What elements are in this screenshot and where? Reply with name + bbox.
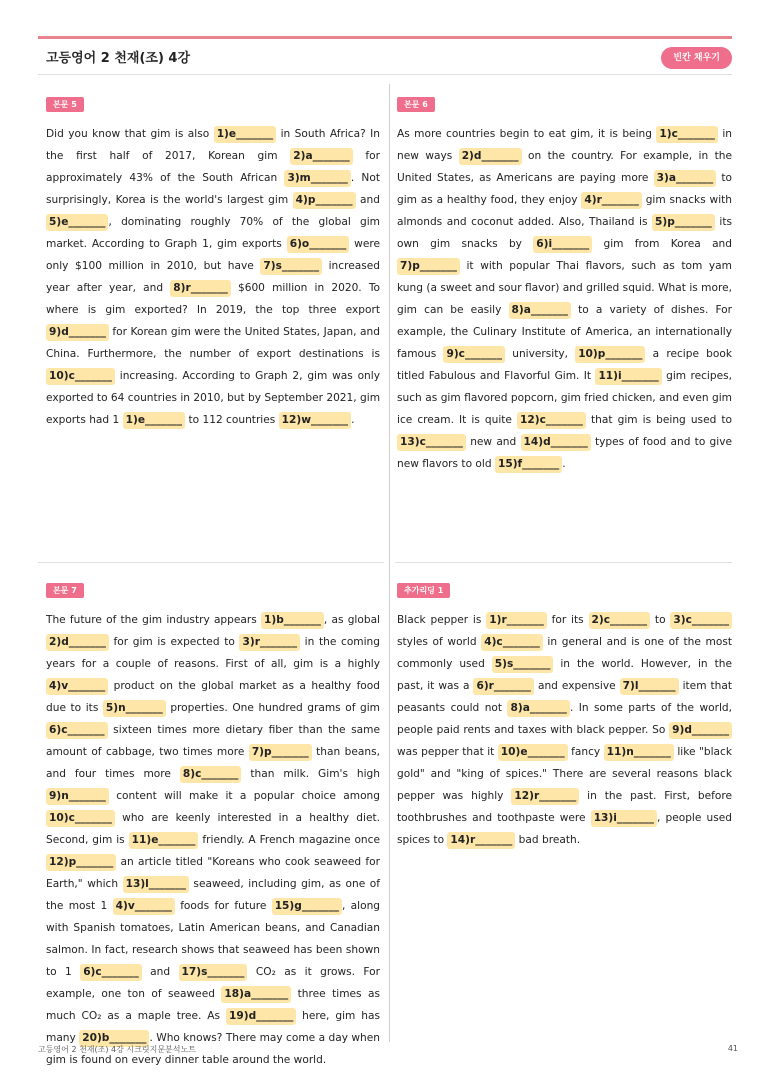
blank-field[interactable]: 5)s_______ [492,656,554,673]
page-title: 고등영어 2 천재(조) 4강 [46,51,191,66]
passage-fragment: in the world. However, in the past, it was a [397,658,732,692]
blank-field[interactable]: 8)c_______ [180,766,242,783]
passage-fragment: sixteen times more dietary fiber than the same amount of cabbage, two times more [46,724,380,758]
footer-book-title: 고등영어 2 천재(조) 4강 시크릿지문분석노트 [38,1045,196,1054]
passage-fragment: properties. One hundred grams of gim [165,702,381,714]
header-divider [38,74,732,75]
passage-fragment: friendly. A French magazine once [198,834,380,846]
blank-field[interactable]: 12)w_______ [279,412,351,429]
blank-field[interactable]: 3)a_______ [654,170,716,187]
blank-field[interactable]: 4)v_______ [46,678,108,695]
blank-field[interactable]: 18)a_______ [221,986,291,1003]
blank-field[interactable]: 6)o_______ [287,236,350,253]
passage-fragment: CO₂ as it grows. For example, one ton of seaweed [46,966,380,1000]
blank-field[interactable]: 6)c_______ [46,722,108,739]
blank-field[interactable]: 4)p_______ [293,192,356,209]
passage-fragment: on the country. For example, in the United States, as Americans are paying more [397,150,732,184]
passage-fragment: , people used spices to [397,812,732,846]
blank-field[interactable]: 8)r_______ [170,280,231,297]
passage-fragment: , along with Spanish tomatoes, Latin American beans, and Canadian salmon. In fact, research shows that seaweed has been shown to 1 [46,900,381,978]
passage-fragment: in the past. First, before toothbrushes and toothpaste were [397,790,732,824]
passage-text [397,123,732,475]
passage-fragment: Did you know that gim is also [46,128,214,140]
blank-field[interactable]: 17)s_______ [179,964,248,981]
passage-fragment: here, gim has many [46,1010,380,1044]
row-divider-left [38,562,384,563]
row-divider-right [395,562,732,563]
fill-in-blank-badge[interactable]: 빈칸 채우기 [661,47,732,69]
blank-field[interactable]: 2)c_______ [589,612,651,629]
blank-field[interactable]: 12)c_______ [517,412,586,429]
blank-field[interactable]: 13)c_______ [397,434,466,451]
blank-field[interactable]: 5)p_______ [652,214,715,231]
blank-field[interactable]: 9)d_______ [46,324,109,341]
passage-fragment: to [650,614,671,626]
column-divider [389,84,390,1042]
passage-fragment: new and [465,436,521,448]
blank-field[interactable]: 4)r_______ [581,192,642,209]
passage-fragment: an article titled "Koreans who cook seaweed for Earth," which [46,856,380,890]
blank-field[interactable]: 1)b_______ [261,612,324,629]
passage-fragment: to gim as a healthy food, they enjoy [397,172,732,206]
blank-field[interactable]: 12)r_______ [511,788,579,805]
passage-fragment: in South Africa? In the first half of 2017, Korean gim [46,128,381,162]
passage-fragment: . [562,458,566,470]
section-passage-6 [397,92,732,475]
passage-fragment: than milk. Gim's high [241,768,380,780]
section-passage-7 [46,578,380,1071]
passage-text [397,609,732,851]
passage-fragment: in general and is one of the most commonly used [397,636,732,670]
passage-fragment: in new ways [397,128,732,162]
blank-field[interactable]: 1)c_______ [656,126,718,143]
blank-field[interactable]: 13)i_______ [591,810,657,827]
passage-fragment: to a variety of dishes. For example, the Culinary Institute of America, an internationally famous [397,304,733,360]
passage-fragment: a recipe book titled Fabulous and Flavorful Gim. It [397,348,732,382]
passage-fragment: who are keenly interested in a healthy diet. Second, gim is [46,812,380,846]
passage-fragment: The future of the gim industry appears [46,614,261,626]
blank-field[interactable]: 4)v_______ [113,898,175,915]
blank-field[interactable]: 11)i_______ [595,368,661,385]
blank-field[interactable]: 3)m_______ [284,170,350,187]
passage-fragment: fancy [567,746,604,758]
blank-field[interactable]: 13)l_______ [123,876,189,893]
blank-field[interactable]: 10)e_______ [498,744,568,761]
blank-field[interactable]: 20)b_______ [79,1030,149,1047]
blank-field[interactable]: 10)c_______ [46,810,115,827]
passage-fragment: increasing. According to Graph 2, gim was only exported to 64 countries in 2010, but by September 2021, gim exports had 1 [46,370,381,426]
blank-field[interactable]: 7)p_______ [249,744,312,761]
page-number: 41 [727,1044,738,1053]
passage-fragment: for approximately 43% of the South African [46,150,381,184]
passage-fragment: gim from Korea and [592,238,732,250]
passage-fragment: Black pepper is [397,614,487,626]
passage-fragment: . Not surprisingly, Korea is the world's largest gim [46,172,380,206]
passage-fragment: and expensive [533,680,620,692]
blank-field[interactable]: 11)n_______ [604,744,674,761]
blank-field[interactable]: 6)i_______ [533,236,592,253]
passage-fragment: that gim is being used to [585,414,733,426]
passage-text [46,123,380,431]
passage-fragment: increased year after year, and [46,260,380,294]
passage-fragment: for Korean gim were the United States, Japan, and China. Furthermore, the number of export destinations is [46,326,380,360]
passage-fragment: gim snacks with almonds and coconut added. Also, Thailand is [397,194,733,228]
passage-fragment: . Who knows? There may come a day when gim is found on every dinner table around the world. [46,1032,380,1066]
blank-field[interactable]: 6)c_______ [80,964,142,981]
blank-field[interactable]: 19)d_______ [226,1008,296,1025]
passage-fragment: bad breath. [515,834,581,846]
passage-fragment: , as global [323,614,380,626]
blank-field[interactable]: 11)e_______ [129,832,199,849]
blank-field[interactable]: 12)p_______ [46,854,116,871]
blank-field[interactable]: 1)e_______ [214,126,276,143]
blank-field[interactable]: 7)p_______ [397,258,460,275]
blank-field[interactable]: 15)f_______ [495,456,562,473]
passage-fragment: seaweed, including gim, as one of the most 1 [46,878,380,912]
passage-fragment: foods for future [174,900,272,912]
blank-field[interactable]: 10)c_______ [46,368,115,385]
passage-fragment: styles of world [397,636,482,648]
blank-field[interactable]: 9)d_______ [669,722,732,739]
blank-field[interactable]: 3)c_______ [670,612,732,629]
passage-fragment: to 112 countries [185,414,279,426]
passage-fragment: three times as much CO₂ as a maple tree. As [46,988,381,1022]
passage-fragment: like "black gold" and "king of spices." There are several reasons black pepper was highly [397,746,732,802]
passage-fragment: its own gim snacks by [397,216,732,250]
blank-field[interactable]: 2)a_______ [290,148,352,165]
passage-fragment: product on the global market as a healthy food due to its [46,680,380,714]
blank-field[interactable]: 3)r_______ [239,634,300,651]
passage-fragment: , dominating roughly 70% of the global gim market. According to Graph 1, gim exports [46,216,380,250]
section-tag: 본문 5 [46,97,84,112]
passage-fragment: university, [505,348,576,360]
passage-fragment: and [355,194,380,206]
blank-field[interactable]: 14)d_______ [521,434,591,451]
blank-field[interactable]: 7)l_______ [620,678,679,695]
passage-text [46,609,380,1071]
passage-fragment: it with popular Thai flavors, such as tom yam kung (a sweet and sour flavor) and grilled squid. What is more, gim can be easily [397,260,732,316]
section-tag: 추가리딩 1 [397,583,450,598]
blank-field[interactable]: 9)c_______ [443,346,505,363]
passage-fragment: for gim is expected to [108,636,240,648]
blank-field[interactable]: 1)r_______ [486,612,547,629]
blank-field[interactable]: 5)n_______ [103,700,166,717]
section-passage-5 [46,92,380,431]
passage-fragment: gim recipes, such as gim flavored popcorn, gim fried chicken, and even gim ice cream. It is quite [397,370,732,426]
blank-field[interactable]: 15)g_______ [272,898,342,915]
blank-field[interactable]: 1)e_______ [123,412,185,429]
blank-field[interactable]: 4)c_______ [481,634,543,651]
blank-field[interactable]: 5)e_______ [46,214,108,231]
blank-field[interactable]: 10)p_______ [575,346,645,363]
blank-field[interactable]: 7)s_______ [260,258,322,275]
passage-fragment: was pepper that it [397,746,498,758]
passage-fragment: . [351,414,355,426]
passage-fragment: item that peasants could not [397,680,733,714]
passage-fragment: content will make it a popular choice among [108,790,380,802]
blank-field[interactable]: 2)d_______ [46,634,109,651]
blank-field[interactable]: 9)n_______ [46,788,109,805]
passage-fragment: As more countries begin to eat gim, it is being [397,128,657,140]
blank-field[interactable]: 2)d_______ [459,148,522,165]
blank-field[interactable]: 8)a_______ [509,302,571,319]
section-tag: 본문 6 [397,97,435,112]
top-accent-bar [38,36,732,39]
passage-fragment: than beans, and four times more [46,746,380,780]
passage-fragment: . In some parts of the world, people paid rents and taxes with black pepper. So [397,702,732,736]
blank-field[interactable]: 8)a_______ [507,700,569,717]
passage-fragment: were only $100 million in 2010, but have [46,238,380,272]
passage-fragment: types of food and to give new flavors to old [397,436,732,470]
passage-fragment: $600 million in 2020. To where is gim exported? In 2019, the top three export [46,282,380,316]
passage-fragment: for its [546,614,589,626]
passage-fragment: in the coming years for a couple of reasons. First of all, gim is a highly [46,636,380,670]
section-extra-reading-1 [397,578,732,851]
passage-fragment: and [141,966,179,978]
blank-field[interactable]: 14)r_______ [447,832,515,849]
section-tag: 본문 7 [46,583,84,598]
blank-field[interactable]: 6)r_______ [473,678,534,695]
